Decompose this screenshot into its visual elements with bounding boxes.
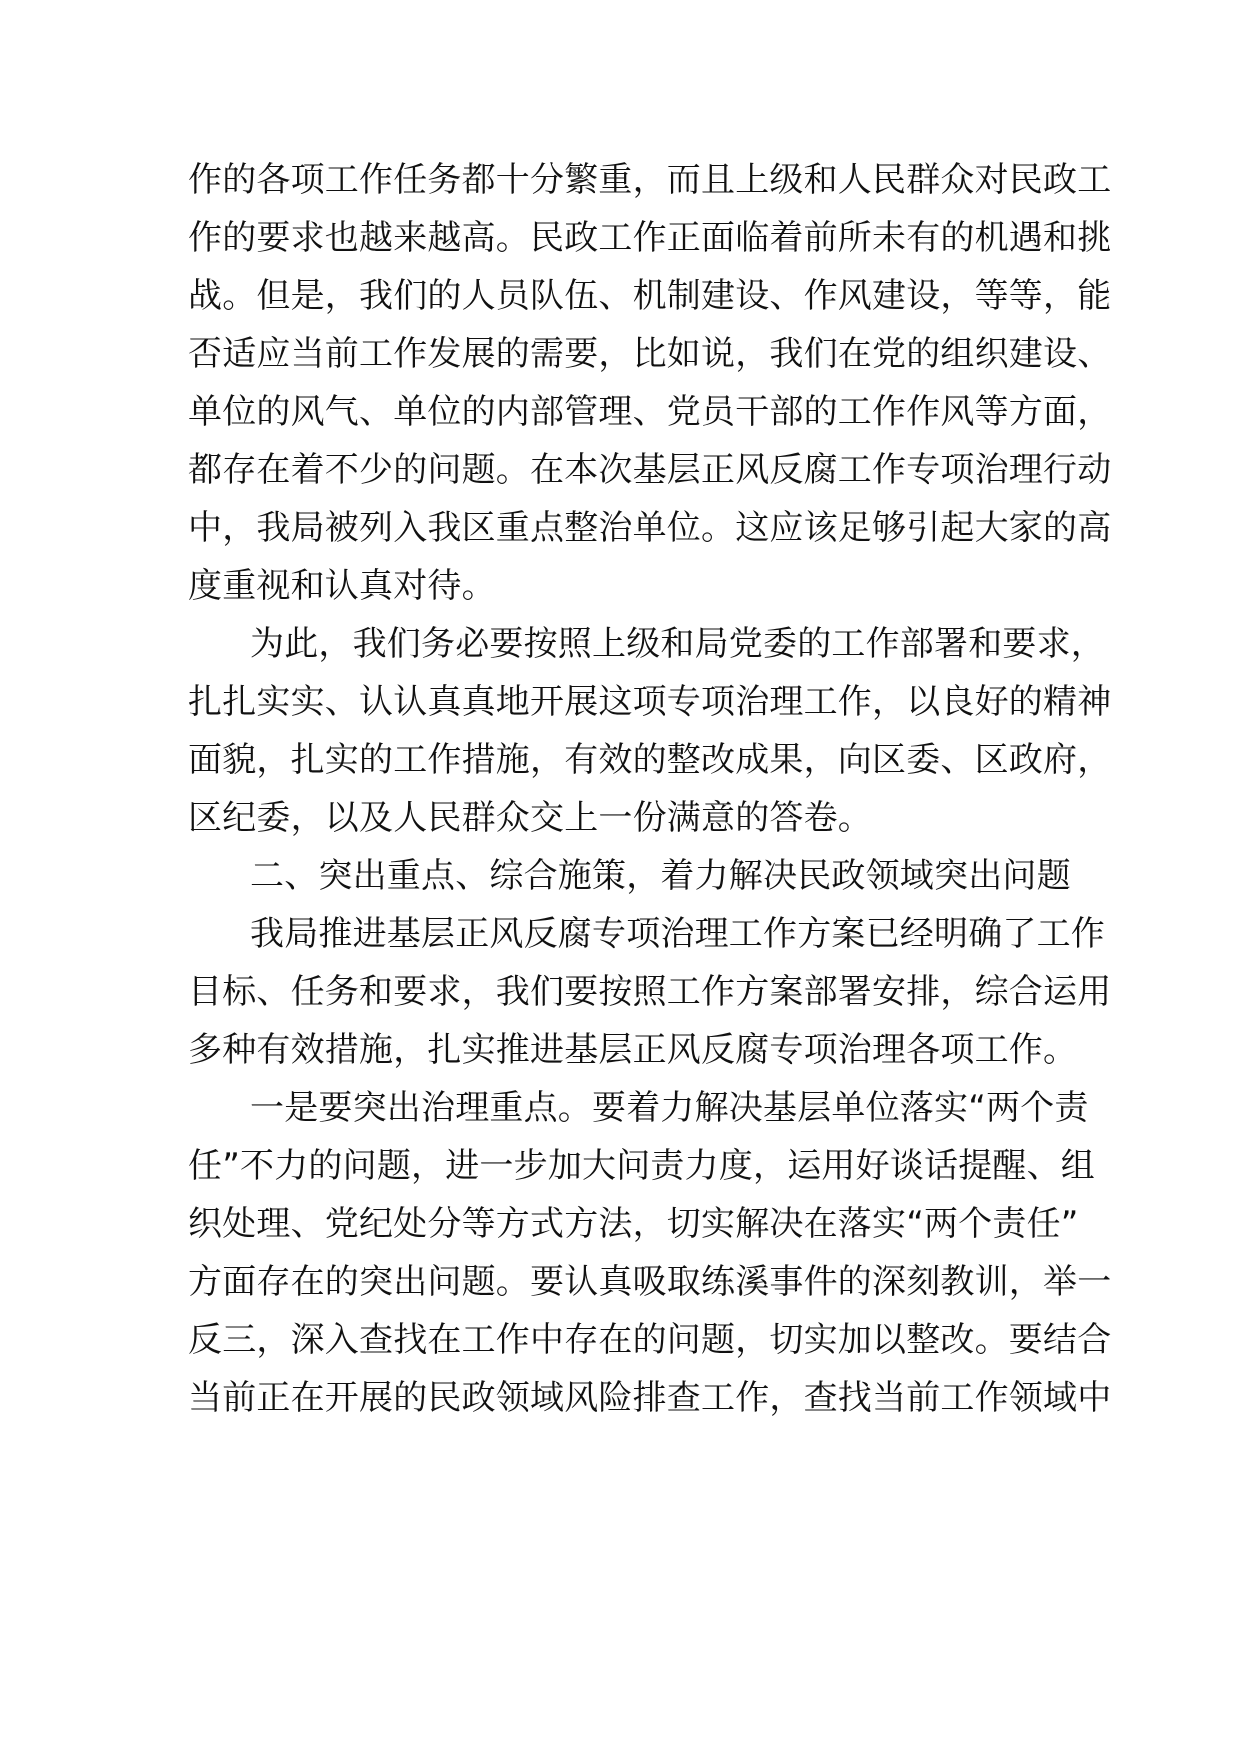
text-line: 度重视和认真对待。 bbox=[188, 566, 496, 606]
text-line: 都存在着不少的问题。在本次基层正风反腐工作专项治理行动 bbox=[188, 450, 1112, 490]
text-line: 面貌，扎实的工作措施，有效的整改成果，向区委、区政府， bbox=[188, 740, 1112, 780]
text-line: 作的各项工作任务都十分繁重，而且上级和人民群众对民政工 bbox=[188, 160, 1112, 200]
text-line: 中，我局被列入我区重点整治单位。这应该足够引起大家的高 bbox=[188, 508, 1112, 548]
paragraph-start-line: 为此，我们务必要按照上级和局党委的工作部署和要求， bbox=[250, 624, 1105, 664]
text-line: 单位的风气、单位的内部管理、党员干部的工作作风等方面， bbox=[188, 392, 1112, 432]
text-line: 作的要求也越来越高。民政工作正面临着前所未有的机遇和挑 bbox=[188, 218, 1112, 258]
section-heading: 二、突出重点、综合施策，着力解决民政领域突出问题 bbox=[250, 856, 1071, 896]
text-line: 区纪委，以及人民群众交上一份满意的答卷。 bbox=[188, 798, 872, 838]
paragraph-start-line: 一是要突出治理重点。要着力解决基层单位落实“两个责 bbox=[250, 1088, 1089, 1128]
text-line: 扎扎实实、认认真真地开展这项专项治理工作，以良好的精神 bbox=[188, 682, 1112, 722]
text-line: 目标、任务和要求，我们要按照工作方案部署安排，综合运用 bbox=[188, 972, 1112, 1012]
text-line: 战。但是，我们的人员队伍、机制建设、作风建设，等等，能 bbox=[188, 276, 1112, 316]
text-line: 方面存在的突出问题。要认真吸取练溪事件的深刻教训，举一 bbox=[188, 1262, 1112, 1302]
text-line: 多种有效措施，扎实推进基层正风反腐专项治理各项工作。 bbox=[188, 1030, 1078, 1070]
text-line: 否适应当前工作发展的需要，比如说，我们在党的组织建设、 bbox=[188, 334, 1112, 374]
text-line: 织处理、党纪处分等方式方法，切实解决在落实“两个责任” bbox=[188, 1204, 1079, 1244]
text-line: 当前正在开展的民政领域风险排查工作，查找当前工作领域中 bbox=[188, 1378, 1112, 1418]
paragraph-start-line: 我局推进基层正风反腐专项治理工作方案已经明确了工作 bbox=[250, 914, 1105, 954]
text-line: 任”不力的问题，进一步加大问责力度，运用好谈话提醒、组 bbox=[188, 1146, 1096, 1186]
text-line: 反三，深入查找在工作中存在的问题，切实加以整改。要结合 bbox=[188, 1320, 1112, 1360]
